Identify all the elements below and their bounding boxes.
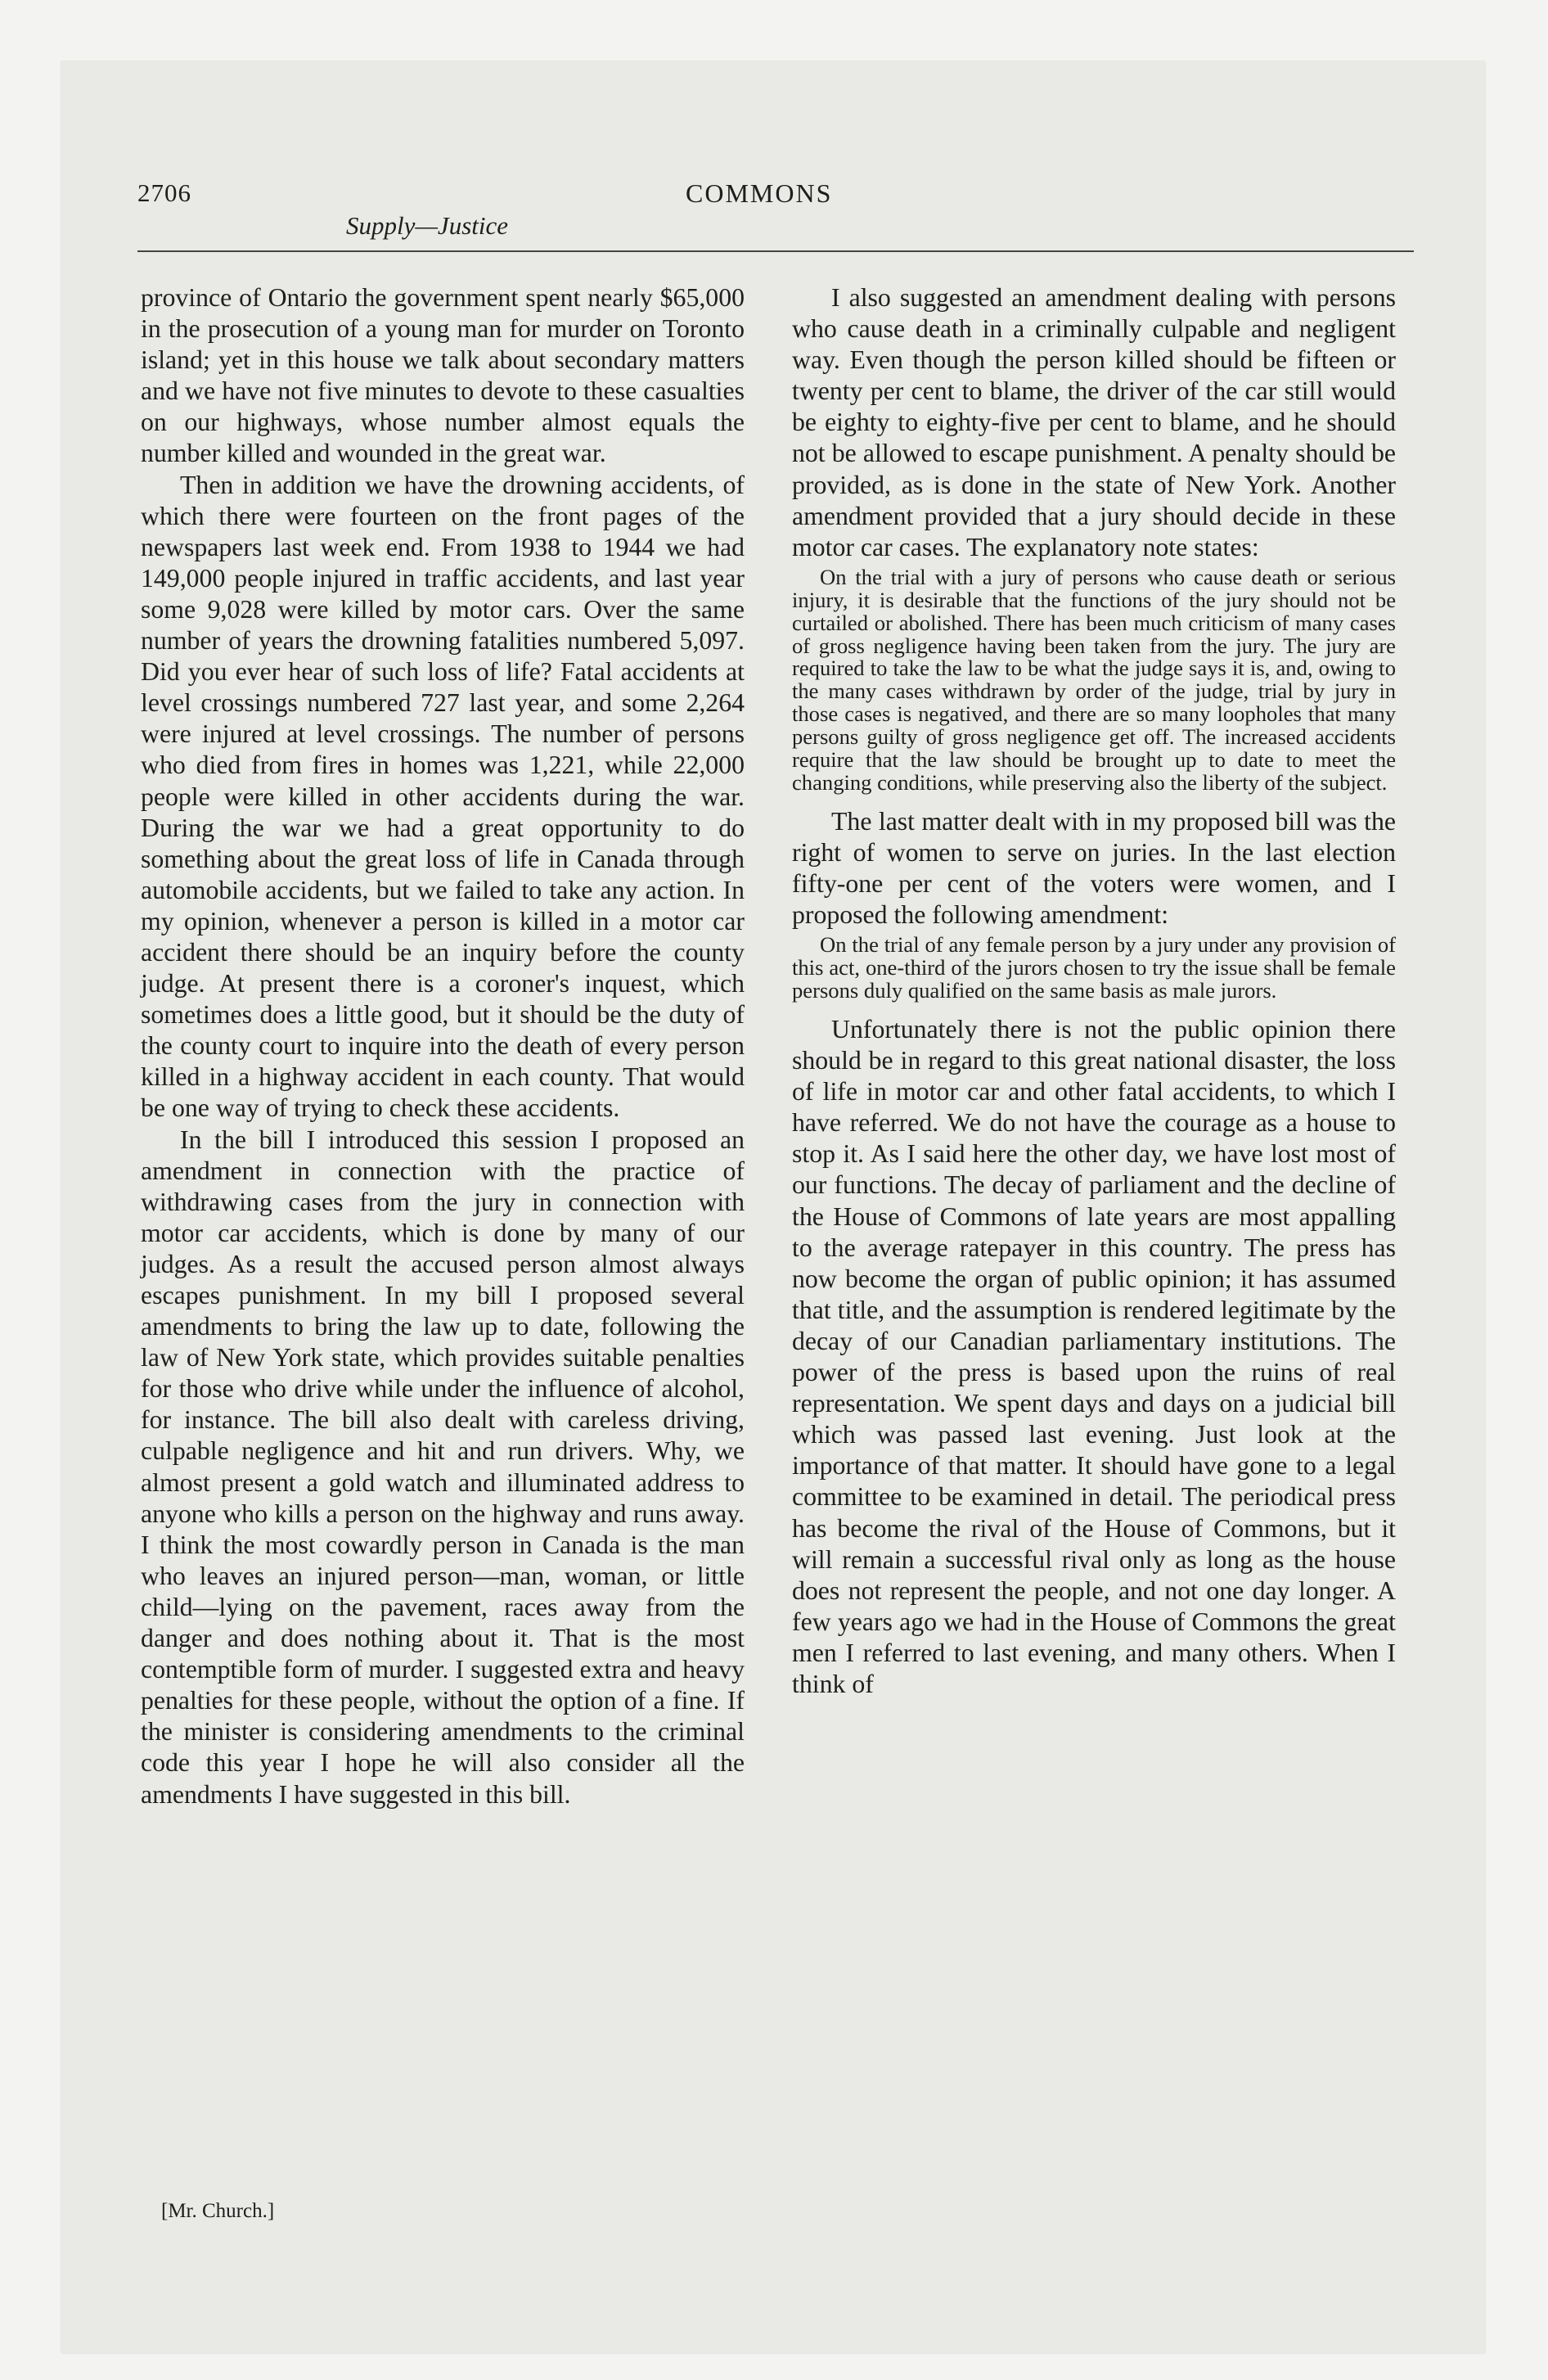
left-paragraph-1: province of Ontario the government spent nearly $65,000 in the prosecution of a young man for murder on Toronto island; yet in this house we talk about secondary matters and we have not five minutes to devote to these casualties on our highways, whose number almost equals the number killed and wounded in the great war.: [141, 283, 745, 468]
speaker-attribution: [Mr. Church.]: [161, 2200, 275, 2222]
running-title: COMMONS: [686, 178, 833, 208]
block-quote-amendment: On the trial of any female person by a jury under any provision of this act, one-third of the jurors chosen to try the issue shall be female persons duly qualified on the same basis as male jurors.: [792, 932, 1396, 1003]
right-column: [792, 282, 1396, 1700]
left-paragraph-2: Then in addition we have the drowning accidents, of which there were fourteen on the front pages of the newspapers last week end. From 1938 to 1944 we had 149,000 people injured in traffic accidents, and last year some 9,028 were killed by motor cars. Over the same number of years the drowning fatalities numbered 5,097. Did you ever hear of such loss of life? Fatal accidents at level crossings numbered 727 last year, and some 2,264 were injured at level crossings. The number of persons who died from fires in homes was 1,221, while 22,000 people were killed in other accidents during the war. During the war we had a great opportunity to do something about the great loss of life in Canada through automobile accidents, but we failed to take any action. In my opinion, whenever a person is killed in a motor car accident there should be an inquiry before the county judge. At present there is a coroner's inquest, which sometimes does a little good, but it should be the duty of the county court to inquire into the death of every person killed in a highway accident in each county. That would be one way of trying to check these accidents.: [141, 470, 745, 1123]
block-quote-explanatory-note: On the trial with a jury of persons who cause death or serious injury, it is desirable that the functions of the jury should not be curtailed or abolished. There has been much criticism of many cases of gross negligence having been taken from the jury. The jury are required to take the law to be what the judge says it is, and, owing to the many cases withdrawn by order of the judge, trial by jury in those cases is negatived, and there are so many loopholes that many persons guilty of gross negligence get off. The increased accidents require that the law should be brought up to date to meet the changing conditions, while preserving also the liberty of the subject.: [792, 564, 1396, 795]
right-paragraph-1: I also suggested an amendment dealing with persons who cause death in a criminally culpable and negligent way. Even though the person killed should be fifteen or twenty per cent to blame, the driver of the car still would be eighty to eighty-five per cent to blame, and he should not be allowed to escape punishment. A penalty should be provided, as is done in the state of New York. Another amendment provided that a jury should decide in these motor car cases. The explanatory note states:: [792, 283, 1396, 561]
left-column: [141, 282, 745, 1810]
right-paragraph-3: Unfortunately there is not the public opinion there should be in regard to this great national disaster, the loss of life in motor car and other fatal accidents, to which I have referred. We do not have the courage as a house to stop it. As I said here the other day, we have lost most of our functions. The decay of parliament and the decline of the House of Commons of late years are most appalling to the average ratepayer in this country. The press has now become the organ of public opinion; it has assumed that title, and the assumption is rendered legitimate by the decay of our Canadian parliamentary institutions. The power of the press is based upon the ruins of real representation. We spent days and days on a judicial bill which was passed last evening. Just look at the importance of that matter. It should have gone to a legal committee to be examined in detail. The periodical press has become the rival of the House of Commons, but it will remain a successful rival only as long as the house does not represent the people, and not one day longer. A few years ago we had in the House of Commons the great men I referred to last evening, and many others. When I think of: [792, 1015, 1396, 1698]
header-rule: [137, 250, 1414, 252]
right-paragraph-2: The last matter dealt with in my proposed bill was the right of women to serve on juries. In the last election fifty-one per cent of the voters were women, and I proposed the following amendment:: [792, 806, 1396, 930]
left-paragraph-3: In the bill I introduced this session I proposed an amendment in connection with the practice of withdrawing cases from the jury in connection with motor car accidents, which is done by many of our judges. As a result the accused person almost always escapes punishment. In my bill I proposed several amendments to bring the law up to date, following the law of New York state, which provides suitable penalties for those who drive while under the influence of alcohol, for instance. The bill also dealt with careless driving, culpable negligence and hit and run drivers. Why, we almost present a gold watch and illuminated address to anyone who kills a person on the highway and runs away. I think the most cowardly person in Canada is the man who leaves an injured person—man, woman, or little child—lying on the pavement, races away from the danger and does nothing about it. That is the most contemptible form of murder. I suggested extra and heavy penalties for these people, without the option of a fine. If the minister is considering amendments to the criminal code this year I hope he will also consider all the amendments I have suggested in this bill.: [141, 1125, 745, 1809]
page-number: 2706: [137, 178, 191, 207]
section-title: Supply—Justice: [346, 211, 509, 240]
page-header: [137, 178, 1414, 252]
